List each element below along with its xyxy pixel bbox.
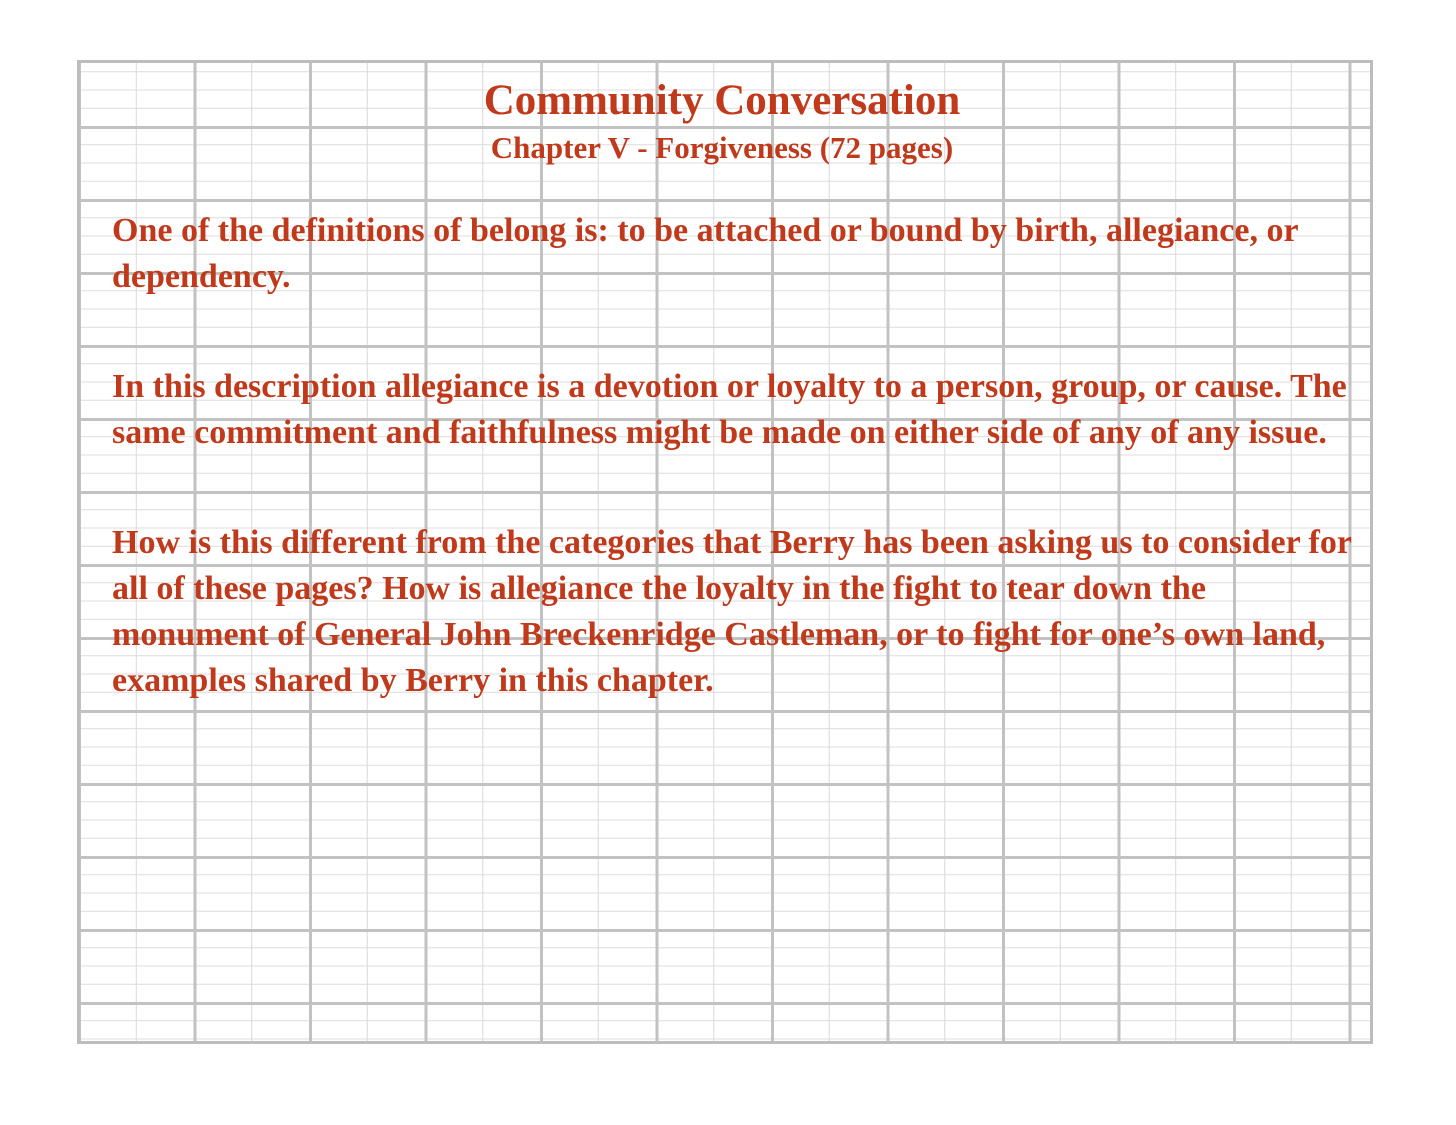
document-content	[112, 74, 1362, 704]
document-subtitle: Chapter V - Forgiveness (72 pages)	[490, 130, 954, 165]
paragraph-question: How is this different from the categories that Berry has been asking us to consider for all of these pages? How is allegiance the loyalty in the fight to tear down the monument of General John Breckenridge Castleman, or to fight for one’s own land, examples shared by Berry in this chapter.	[112, 524, 1352, 699]
paragraph-definition: One of the definitions of belong is: to be attached or bound by birth, allegiance, or dependency.	[112, 212, 1298, 295]
paragraph-allegiance: In this description allegiance is a devotion or loyalty to a person, group, or cause. The same commitment and faithfulness might be made on either side of any of any issue.	[112, 368, 1347, 451]
document-title: Community Conversation	[483, 77, 961, 124]
